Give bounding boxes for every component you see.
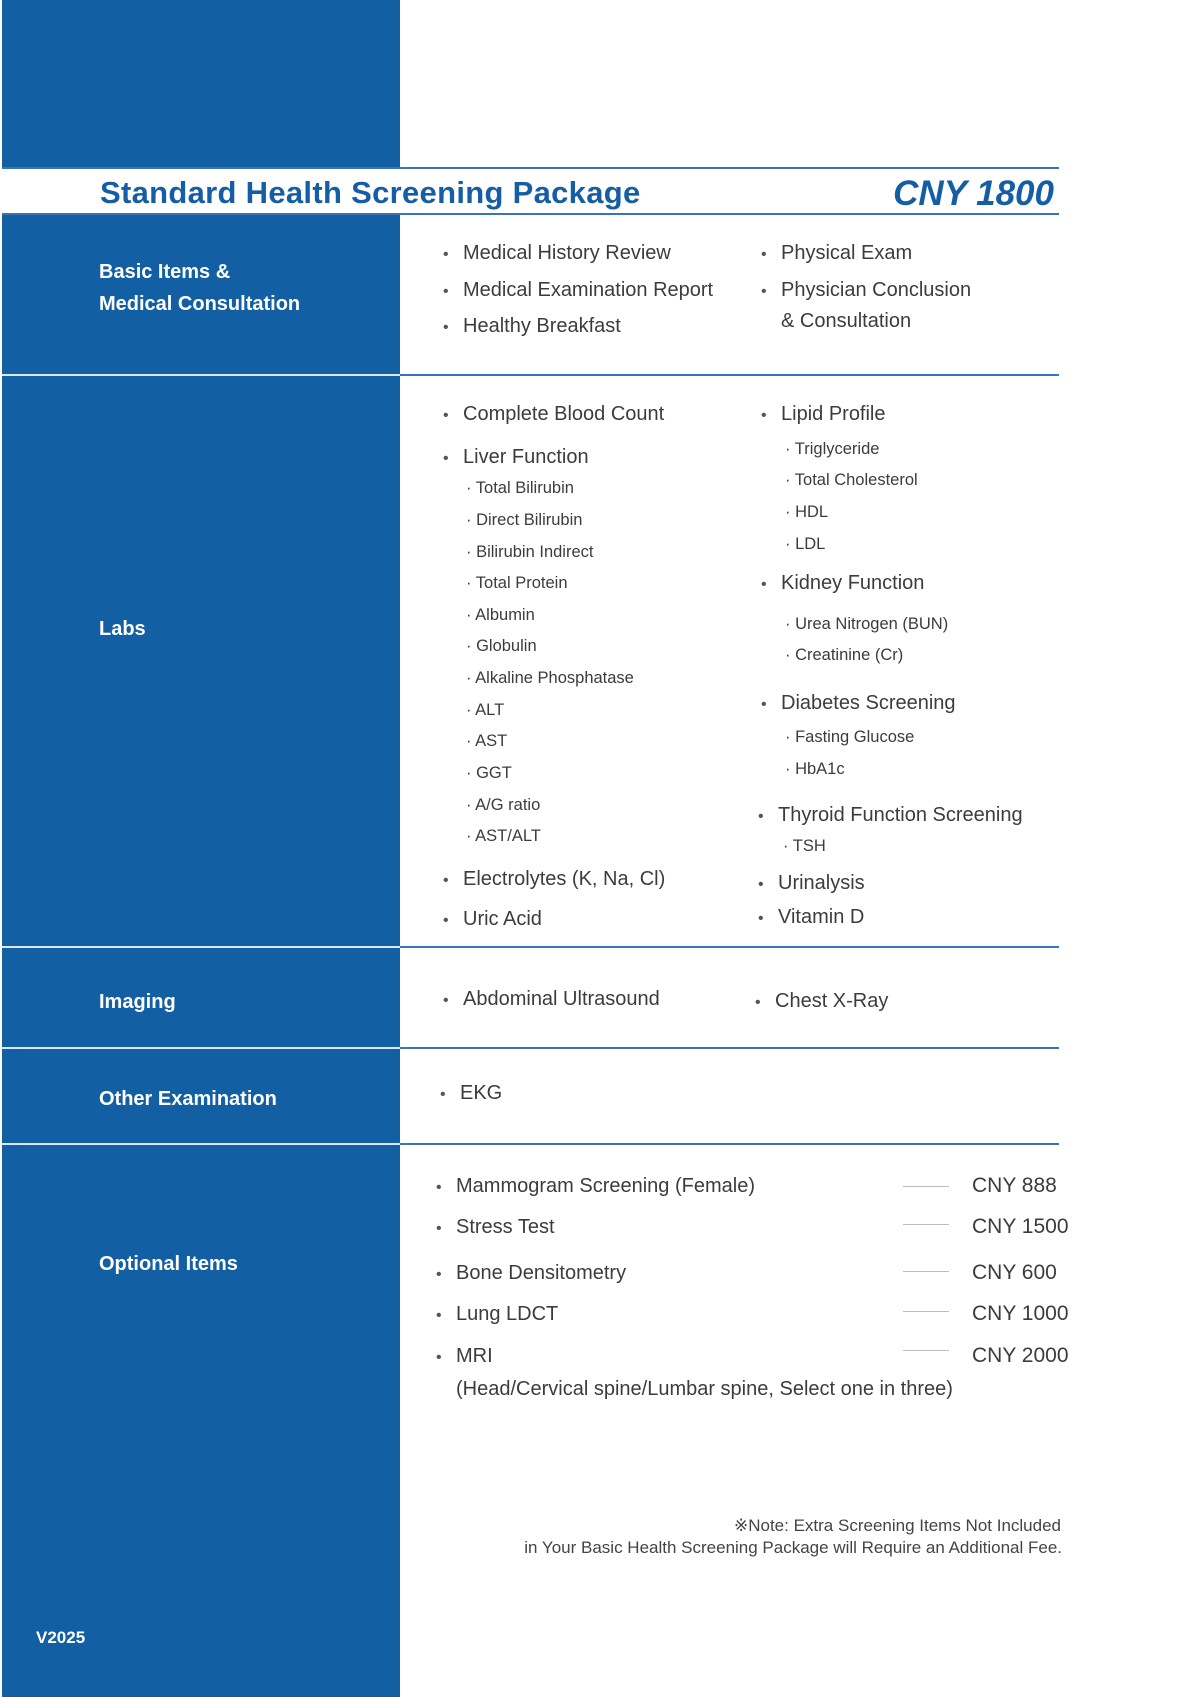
bullet-icon: •	[761, 246, 767, 263]
list-item: • Kidney Function	[761, 572, 925, 594]
bullet-icon: •	[443, 283, 449, 300]
list-item: • Medical Examination Report	[443, 279, 714, 301]
price-leader-line	[903, 1311, 949, 1312]
left-sidebar	[2, 0, 400, 1697]
section-label-other: Other Examination	[99, 1088, 277, 1110]
bullet-icon: •	[761, 407, 767, 424]
section-label-basic: Basic Items & Medical Consultation	[99, 261, 301, 315]
sub-item: · Fasting Glucose	[785, 728, 915, 746]
list-item: • Medical History Review	[443, 242, 671, 264]
price-leader-line	[903, 1224, 949, 1225]
list-item: • MRI	[436, 1345, 493, 1367]
bullet-icon: •	[758, 808, 764, 825]
section-label-labs: Labs	[99, 618, 146, 640]
sub-item: · HDL	[785, 503, 829, 521]
price: CNY 2000	[972, 1344, 1069, 1367]
price-leader-line	[903, 1350, 949, 1351]
bullet-icon: •	[761, 283, 767, 300]
bullet-icon: •	[436, 1349, 442, 1366]
divider	[400, 1047, 1059, 1049]
divider	[400, 1143, 1059, 1145]
price: CNY 1000	[972, 1302, 1069, 1325]
sub-item: · Total Bilirubin	[466, 479, 574, 497]
bullet-icon: •	[755, 994, 761, 1011]
list-item: • Complete Blood Count	[443, 403, 665, 425]
divider	[400, 374, 1059, 376]
sub-item: · Bilirubin Indirect	[466, 543, 594, 561]
list-item: • Physician Conclusion	[761, 279, 972, 301]
list-item: • Vitamin D	[758, 906, 865, 928]
list-item: • Physical Exam	[761, 242, 913, 264]
price: CNY 600	[972, 1261, 1057, 1284]
bullet-icon: •	[443, 872, 449, 889]
bullet-icon: •	[443, 407, 449, 424]
bullet-icon: •	[436, 1266, 442, 1283]
bullet-icon: •	[443, 319, 449, 336]
bullet-icon: •	[436, 1220, 442, 1237]
divider	[2, 1143, 400, 1145]
list-item-continuation: & Consultation	[781, 310, 912, 332]
sub-item: · GGT	[466, 764, 512, 782]
list-item: • Diabetes Screening	[761, 692, 956, 714]
sub-item: · Total Protein	[466, 574, 568, 592]
sub-item: · Alkaline Phosphatase	[466, 669, 634, 687]
list-item: • Liver Function	[443, 446, 589, 468]
list-item: • Urinalysis	[758, 872, 865, 894]
sub-item: · Urea Nitrogen (BUN)	[785, 615, 949, 633]
price-leader-line	[903, 1271, 949, 1272]
list-item: • Bone Densitometry	[436, 1262, 627, 1284]
note-line-1: ※Note: Extra Screening Items Not Included	[733, 1516, 1061, 1535]
note-line-2: in Your Basic Health Screening Package will Require an Additional Fee.	[524, 1538, 1062, 1557]
package-price: CNY 1800	[893, 174, 1054, 213]
sub-item: · ALT	[466, 701, 505, 719]
list-item: • Lung LDCT	[436, 1303, 559, 1325]
price: CNY 1500	[972, 1215, 1069, 1238]
list-item: • Lipid Profile	[761, 403, 886, 425]
divider	[2, 374, 400, 376]
bullet-icon: •	[443, 450, 449, 467]
sub-item: · LDL	[785, 535, 826, 553]
version-label: V2025	[36, 1628, 86, 1647]
list-item: • Chest X-Ray	[755, 990, 889, 1012]
sub-item: · A/G ratio	[466, 796, 541, 814]
bullet-icon: •	[761, 696, 767, 713]
bullet-icon: •	[436, 1179, 442, 1196]
list-item: • Uric Acid	[443, 908, 542, 930]
bullet-icon: •	[443, 912, 449, 929]
header-banner	[2, 167, 1059, 215]
sub-item: · Globulin	[466, 637, 537, 655]
list-item: • Stress Test	[436, 1216, 555, 1238]
bullet-icon: •	[761, 576, 767, 593]
divider	[2, 946, 400, 948]
list-item: • Abdominal Ultrasound	[443, 988, 660, 1010]
bullet-icon: •	[440, 1086, 446, 1103]
divider	[400, 946, 1059, 948]
sub-item: · Total Cholesterol	[785, 471, 918, 489]
price-leader-line	[903, 1186, 949, 1187]
divider	[2, 1047, 400, 1049]
sub-item: · HbA1c	[785, 760, 845, 778]
mri-options-note: (Head/Cervical spine/Lumbar spine, Select one in three)	[456, 1378, 953, 1400]
sub-item: · Creatinine (Cr)	[785, 646, 904, 664]
list-item: • Thyroid Function Screening	[758, 804, 1023, 826]
list-item: • EKG	[440, 1082, 503, 1104]
sub-item: · AST	[466, 732, 508, 750]
bullet-icon: •	[443, 992, 449, 1009]
sub-item: · Albumin	[466, 606, 535, 624]
bullet-icon: •	[758, 876, 764, 893]
sub-item: · Direct Bilirubin	[466, 511, 583, 529]
bullet-icon: •	[443, 246, 449, 263]
price: CNY 888	[972, 1174, 1057, 1197]
list-item: • Mammogram Screening (Female)	[436, 1175, 755, 1197]
bullet-icon: •	[436, 1307, 442, 1324]
list-item: • Electrolytes (K, Na, Cl)	[443, 868, 666, 890]
section-label-imaging: Imaging	[99, 991, 176, 1013]
sub-item: · TSH	[783, 837, 826, 855]
bullet-icon: •	[758, 910, 764, 927]
list-item: • Healthy Breakfast	[443, 315, 621, 337]
section-label-optional: Optional Items	[99, 1253, 238, 1275]
sub-item: · Triglyceride	[785, 440, 880, 458]
sub-item: · AST/ALT	[466, 827, 541, 845]
page-title: Standard Health Screening Package	[100, 175, 641, 210]
